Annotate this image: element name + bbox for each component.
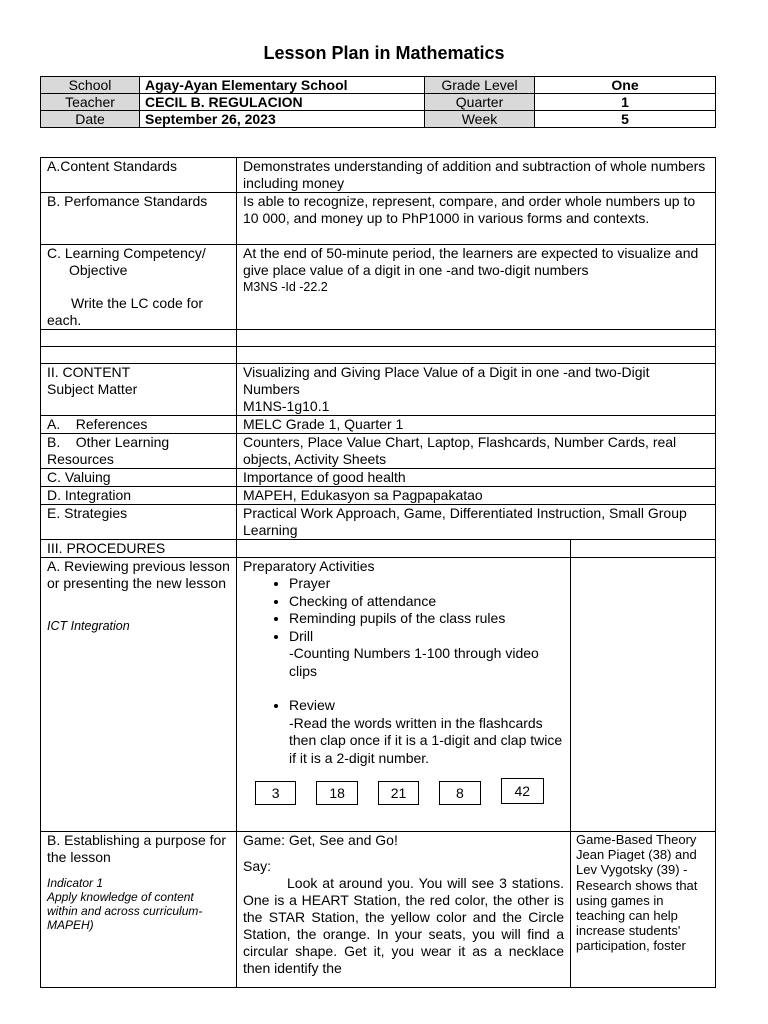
blank-cell	[237, 540, 571, 558]
preparatory-heading: Preparatory Activities	[243, 558, 375, 574]
blank-cell	[237, 347, 716, 364]
blank-cell	[571, 540, 716, 558]
list-item: • Prayer	[289, 575, 564, 593]
school-label: School	[41, 77, 140, 94]
school-value: Agay-Ayan Elementary School	[140, 77, 425, 94]
number-card: 8	[439, 781, 480, 805]
blank-cell	[41, 330, 237, 347]
quarter-value: 1	[535, 94, 716, 111]
procedure-a-label-cell	[41, 558, 237, 832]
lesson-table	[40, 157, 716, 988]
strategies: Practical Work Approach, Game, Differentiated Instruction, Small Group Learning	[237, 505, 716, 540]
quarter-label: Quarter	[425, 94, 535, 111]
list-item	[289, 697, 564, 767]
performance-standards: Is able to recognize, represent, compare, and order whole numbers up to 10 000, and money up to PhP1000 in various forms and contexts.	[237, 193, 716, 245]
theory-note: Game-Based Theory Jean Piaget (38) and Lev Vygotsky (39) -Research shows that using games in teaching can help increase students' participation, foster	[571, 832, 716, 988]
list-item	[289, 628, 564, 681]
blank-cell	[571, 558, 716, 832]
procedure-a-label: A. Reviewing previous lesson or presenting the new lesson	[47, 558, 230, 591]
game-title: Game: Get, See and Go!	[243, 832, 398, 848]
competency	[237, 245, 716, 330]
content-standards-label: A.Content Standards	[41, 158, 237, 193]
preparatory-list	[243, 575, 564, 680]
number-cards	[255, 781, 564, 805]
procedure-b-label: B. Establishing a purpose for the lesson	[47, 832, 226, 865]
teacher-value: CECIL B. REGULACION	[140, 94, 425, 111]
procedures-label: III. PROCEDURES	[41, 540, 237, 558]
content-code: M1NS-1g10.1	[243, 398, 330, 414]
game-instructions: Look at around you. You will see 3 stations. One is a HEART Station, the red color, the other is the STAR Station, the yellow color and the Circle Station, the orange. In your seats, you will find a circular shape. Get it, you wear it as a necklace then identify the	[243, 875, 564, 976]
blank-cell	[237, 330, 716, 347]
number-card: 3	[255, 781, 296, 805]
list-item: • Checking of attendance	[289, 593, 564, 611]
performance-standards-label: B. Perfomance Standards	[41, 193, 237, 245]
list-item: • Reminding pupils of the class rules	[289, 610, 564, 628]
blank-cell	[41, 347, 237, 364]
references: MELC Grade 1, Quarter 1	[237, 416, 716, 434]
competency-label-line1: C. Learning Competency/	[47, 245, 206, 261]
number-card: 21	[378, 781, 419, 805]
indicator-detail: Apply knowledge of content within and across curriculum-MAPEH)	[47, 890, 203, 932]
references-label: A. References	[41, 416, 237, 434]
other-resources: Counters, Place Value Chart, Laptop, Flashcards, Number Cards, real objects, Activity Sheets	[237, 434, 716, 469]
content	[237, 364, 716, 416]
strategies-label: E. Strategies	[41, 505, 237, 540]
review-detail: -Read the words written in the flashcards then clap once if it is a 1-digit and clap twice if it is a 2-digit number.	[289, 714, 563, 766]
integration: MAPEH, Edukasyon sa Pagpapakatao	[237, 487, 716, 505]
procedure-a-content	[237, 558, 571, 832]
content-label-line1: II. CONTENT	[47, 364, 131, 380]
competency-label	[41, 245, 237, 330]
valuing: Importance of good health	[237, 469, 716, 487]
review-list	[243, 697, 564, 767]
review-label: • Review	[289, 697, 335, 713]
date-value: September 26, 2023	[140, 111, 425, 128]
grade-value: One	[535, 77, 716, 94]
competency-text: At the end of 50-minute period, the learners are expected to visualize and give place value of a digit in one -and two-digit numbers	[243, 245, 699, 278]
week-label: Week	[425, 111, 535, 128]
header-table	[40, 76, 716, 128]
number-card: 42	[501, 778, 544, 804]
indicator-label: Indicator 1	[47, 876, 104, 890]
week-value: 5	[535, 111, 716, 128]
grade-label: Grade Level	[425, 77, 535, 94]
competency-label-line2: Objective	[69, 262, 128, 278]
teacher-label: Teacher	[41, 94, 140, 111]
drill-label: • Drill	[289, 627, 314, 644]
page-title: Lesson Plan in Mathematics	[263, 43, 505, 63]
content-label-line2: Subject Matter	[47, 381, 138, 397]
date-label: Date	[41, 111, 140, 128]
drill-detail: -Counting Numbers 1-100 through video clips	[289, 645, 539, 679]
competency-code: M3NS -Id -22.2	[243, 280, 328, 294]
number-card: 18	[316, 781, 357, 805]
content-label	[41, 364, 237, 416]
content-standards: Demonstrates understanding of addition and subtraction of whole numbers including money	[237, 158, 716, 193]
integration-label: D. Integration	[41, 487, 237, 505]
procedure-b-content	[237, 832, 571, 988]
ict-integration: ICT Integration	[47, 619, 130, 633]
other-resources-label: B. Other Learning Resources	[41, 434, 237, 469]
competency-label-line3: Write the LC code for each.	[47, 295, 204, 328]
procedure-b-label-cell	[41, 832, 237, 988]
say-label: Say:	[243, 858, 272, 874]
content-text: Visualizing and Giving Place Value of a Digit in one -and two-Digit Numbers	[243, 364, 650, 397]
valuing-label: C. Valuing	[41, 469, 237, 487]
